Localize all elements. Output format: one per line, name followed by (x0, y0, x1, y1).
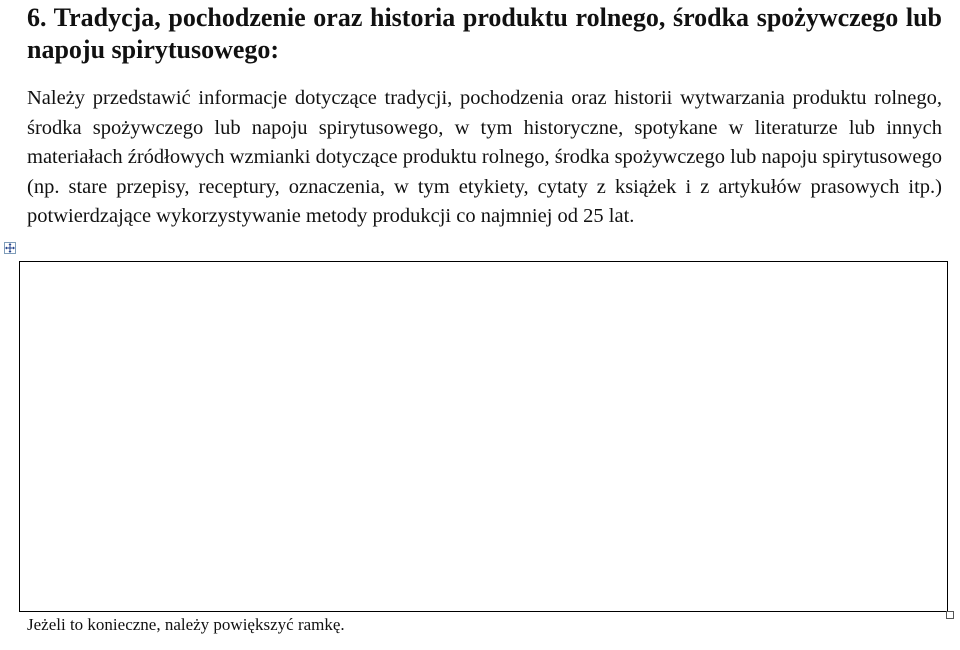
answer-text-box[interactable] (19, 261, 948, 612)
footnote: Jeżeli to konieczne, należy powiększyć ramkę. (27, 615, 345, 634)
instruction-paragraph: Należy przedstawić informacje dotyczące tradycji, pochodzenia oraz historii wytwarzania produktu rolnego, środka spożywczego lub napoju spirytusowego, w tym historyczne, spotykane w literaturze lub innych materiałach źródłowych wzmianki dotyczące produktu rolnego, środka spożywczego lub napoju spirytusowego (np. stare przepisy, receptury, oznaczenia, w tym etykiety, cytaty z książek i z artykułów prasowych itp.) potwierdzające wykorzystywanie metody produkcji co najmniej od 25 lat. (27, 87, 942, 227)
resize-handle-icon[interactable] (946, 611, 954, 619)
section-heading: 6. Tradycja, pochodzenie oraz historia produktu rolnego, środka spożywczego lub napoju spirytusowego: (27, 3, 942, 64)
move-arrows-icon (5, 243, 15, 253)
table-move-handle[interactable] (4, 242, 16, 254)
